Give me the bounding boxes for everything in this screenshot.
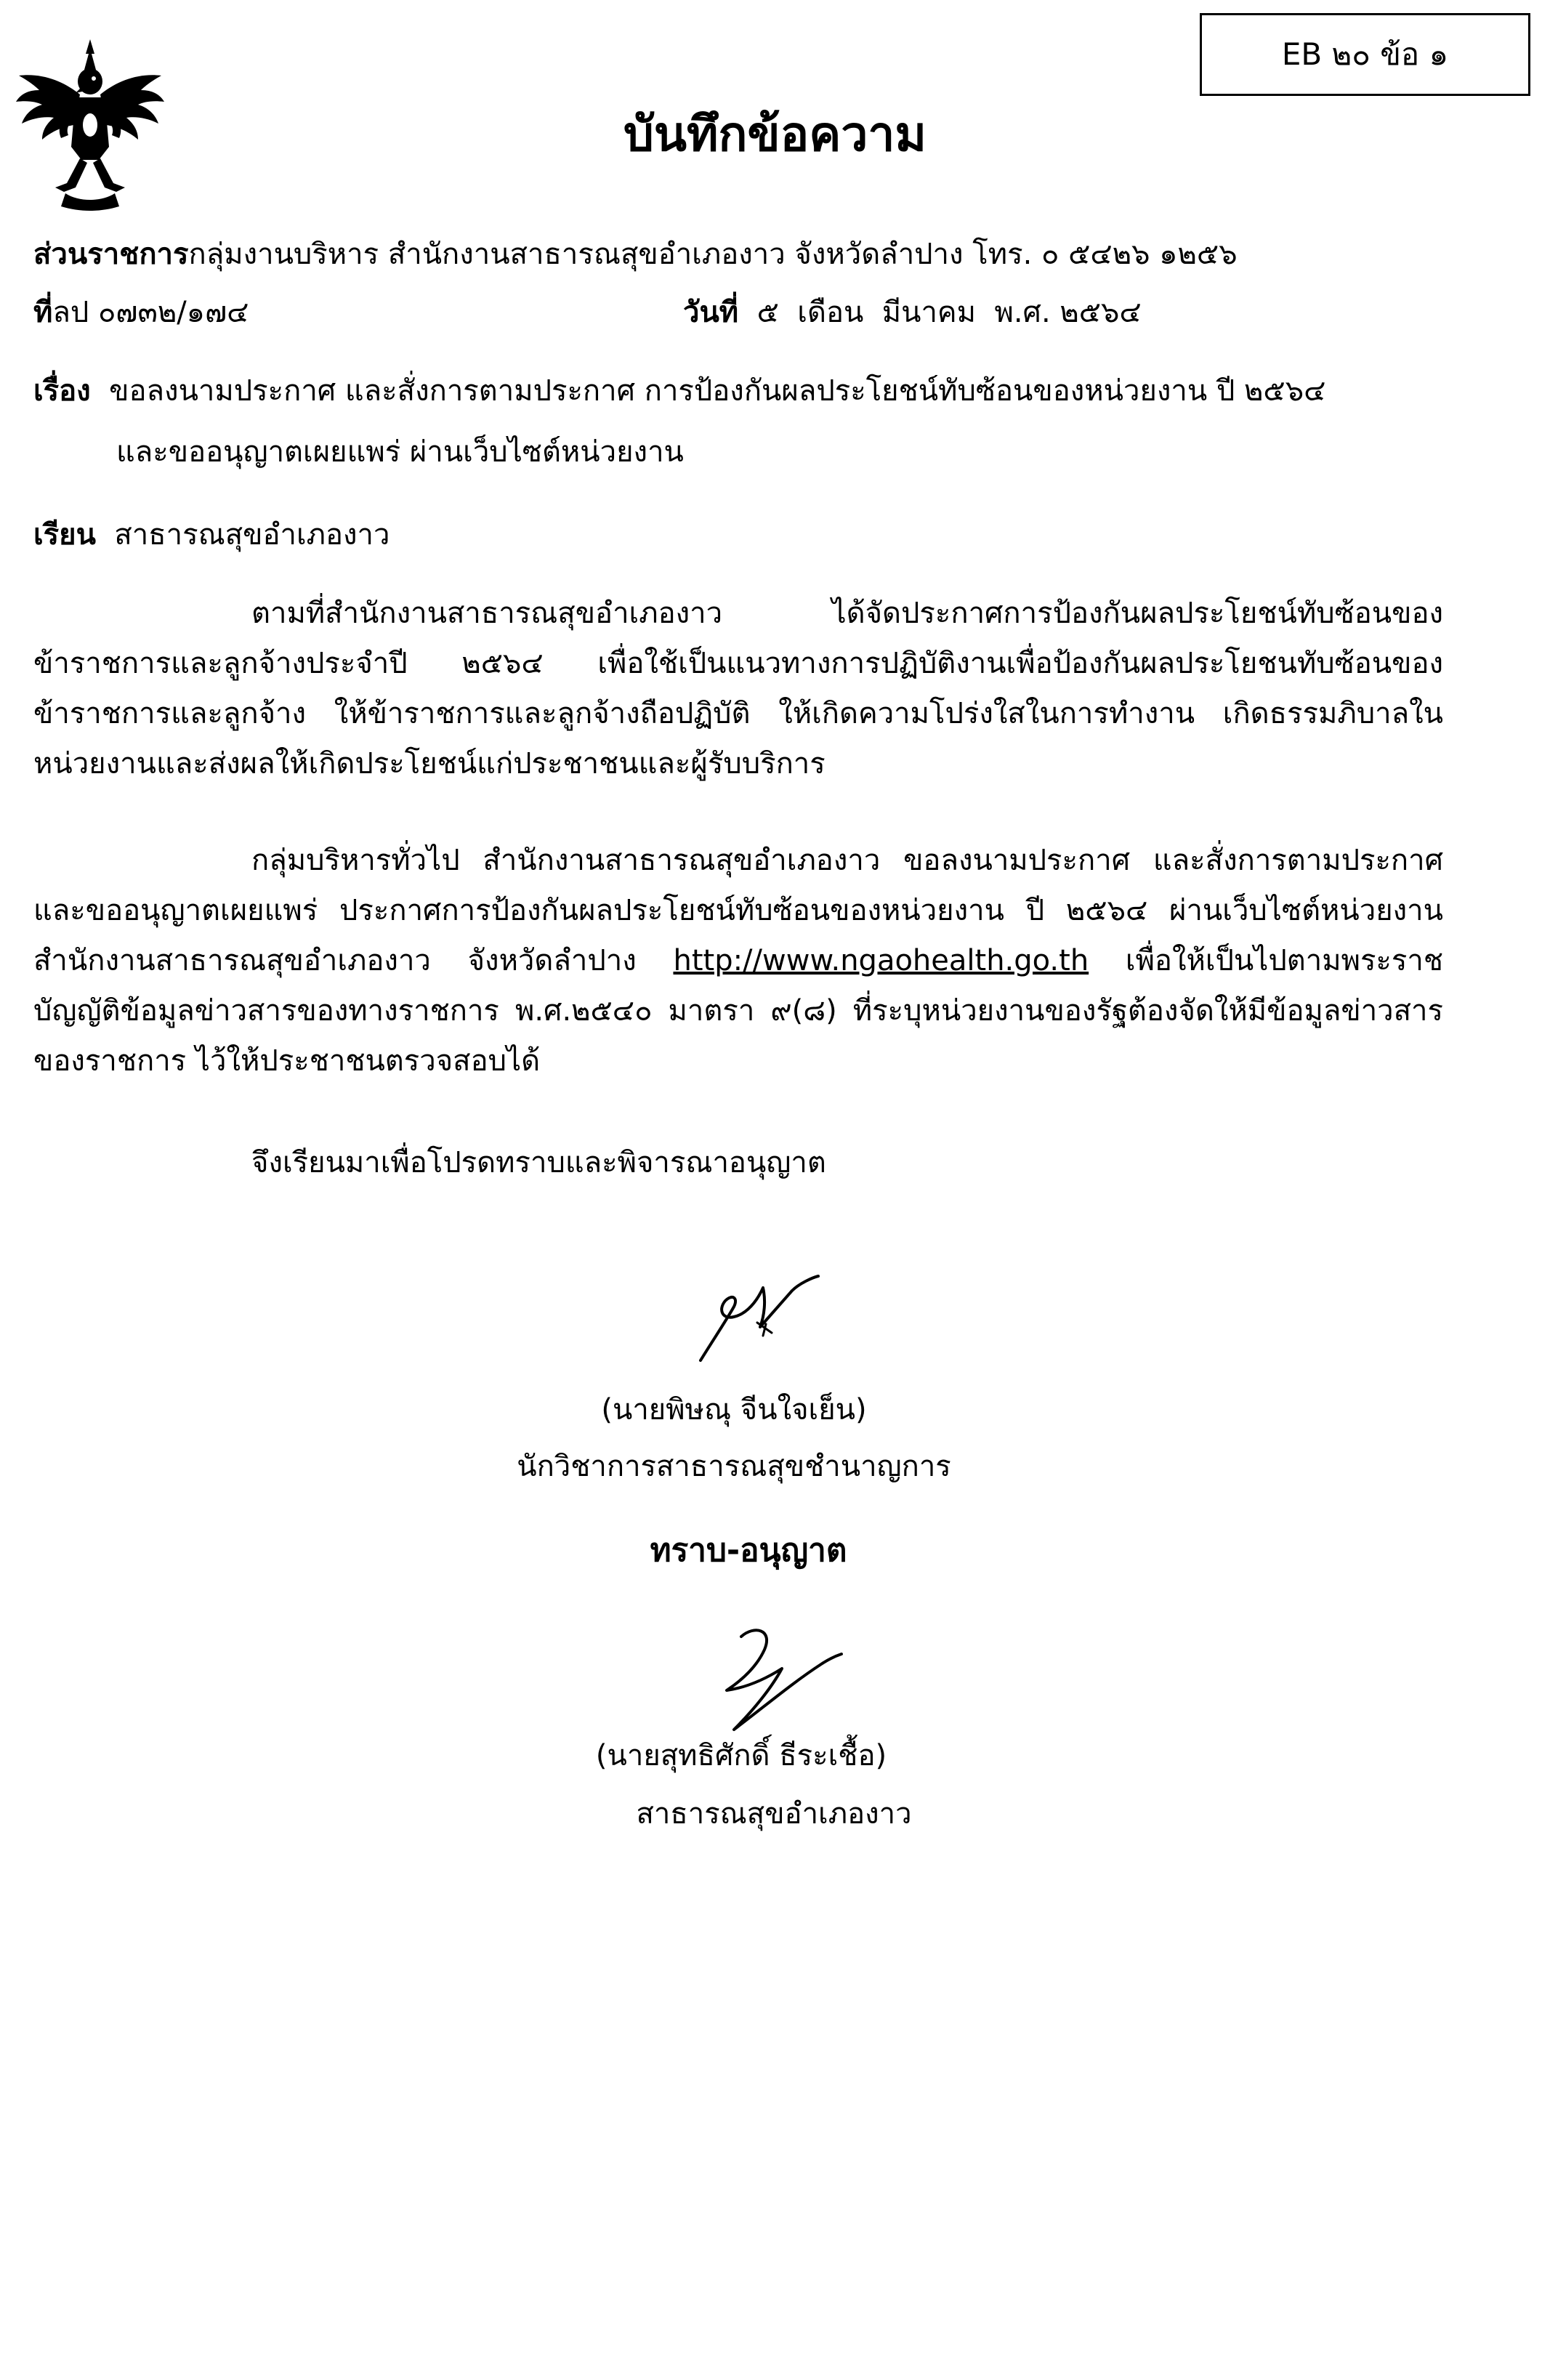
- signer-1-name: (นายพิษณุ จีนใจเย็น): [601, 1393, 867, 1427]
- signer-2-position: สาธารณสุขอำเภองาว: [636, 1797, 912, 1831]
- addressee-value: สาธารณสุขอำเภองาว: [114, 518, 390, 552]
- signer-2-name: (นายสุทธิศักดิ์ ธีระเชื้อ): [595, 1739, 887, 1772]
- subject-line: [33, 371, 1325, 411]
- subject-label: เรื่อง: [33, 374, 91, 408]
- agency-label: ส่วนราชการ: [33, 238, 189, 271]
- signature-1-image: [690, 1272, 821, 1373]
- reference-label: ที่: [33, 296, 53, 329]
- addressee-line: [33, 515, 389, 555]
- date-line: [683, 292, 1142, 333]
- reference-value: ลป ๐๗๓๒/๑๗๔: [52, 296, 249, 329]
- date-value: ๕ เดือน มีนาคม พ.ศ. ๒๕๖๔: [738, 296, 1142, 329]
- agency-value: กลุ่มงานบริหาร สำนักงานสาธารณสุขอำเภองาว จังหวัดลำปาง โทร. ๐ ๕๔๒๖ ๑๒๕๖: [188, 238, 1238, 271]
- memo-title: บันทึกข้อความ: [623, 106, 927, 162]
- date-label: วันที่: [683, 296, 739, 329]
- body-paragraph-2: [33, 836, 1443, 1086]
- agency-line: [33, 234, 1238, 275]
- document-code-box: EB ๒๐ ข้อ ๑: [1200, 13, 1530, 96]
- approval-text: ทราบ-อนุญาต: [650, 1532, 847, 1569]
- website-link[interactable]: http://www.ngaohealth.go.th: [673, 944, 1089, 977]
- paragraph-2-text-start: กลุ่มบริหารทั่วไป สำนักงานสาธารณสุขอำเภองาว ขอลงนามประกาศ และสั่งการตามประกาศและขออนุญาตเผยแพร่ ประกาศการป้องกันผลประโยชน์ทับซ้อนของหน่วยงาน ปี ๒๕๖๔ ผ่านเว็บไซต์หน่วยงานสำนักงานสาธารณสุขอำเภองาว จังหวัดลำปาง: [33, 844, 1443, 977]
- subject-text-line2: และขออนุญาตเผยแพร่ ผ่านเว็บไซต์หน่วยงาน: [116, 435, 684, 469]
- paragraph-2-text-end: เพื่อให้เป็นไปตามพระราชบัญญัติข้อมูลข่าวสารของทางราชการ พ.ศ.๒๕๔๐ มาตรา ๙(๘) ที่ระบุหน่วยงานของรัฐต้องจัดให้มีข้อมูลข่าวสารของราชการ ไว้ให้ประชาชนตรวจสอบได้: [33, 944, 1444, 1078]
- subject-text-line1: ขอลงนามประกาศ และสั่งการตามประกาศ การป้องกันผลประโยชน์ทับซ้อนของหน่วยงาน ปี ๒๕๖๔: [109, 374, 1326, 408]
- addressee-label: เรียน: [33, 518, 96, 552]
- body-paragraph-1: ตามที่สำนักงานสาธารณสุขอำเภองาว ได้จัดประกาศการป้องกันผลประโยชน์ทับซ้อนของข้าราชการและลูกจ้างประจำปี ๒๕๖๔ เพื่อใช้เป็นแนวทางการปฏิบัติงานเพื่อป้องกันผลประโยชนทับซ้อนของข้าราชการและลูกจ้าง ให้ข้าราชการและลูกจ้างถือปฏิบัติ ให้เกิดความโปร่งใสในการทำงาน เกิดธรรมภิบาลในหน่วยงานและส่งผลให้เกิดประโยชน์แก่ประชาชนและผู้รับบริการ: [33, 597, 1443, 780]
- signature-2-image: [712, 1621, 843, 1737]
- signer-1-position: นักวิชาการสาธารณสุขชำนาญการ: [517, 1450, 951, 1483]
- closing-line: จึงเรียนมาเพื่อโปรดทราบและพิจารณาอนุญาต: [251, 1146, 826, 1179]
- reference-line: [33, 292, 249, 333]
